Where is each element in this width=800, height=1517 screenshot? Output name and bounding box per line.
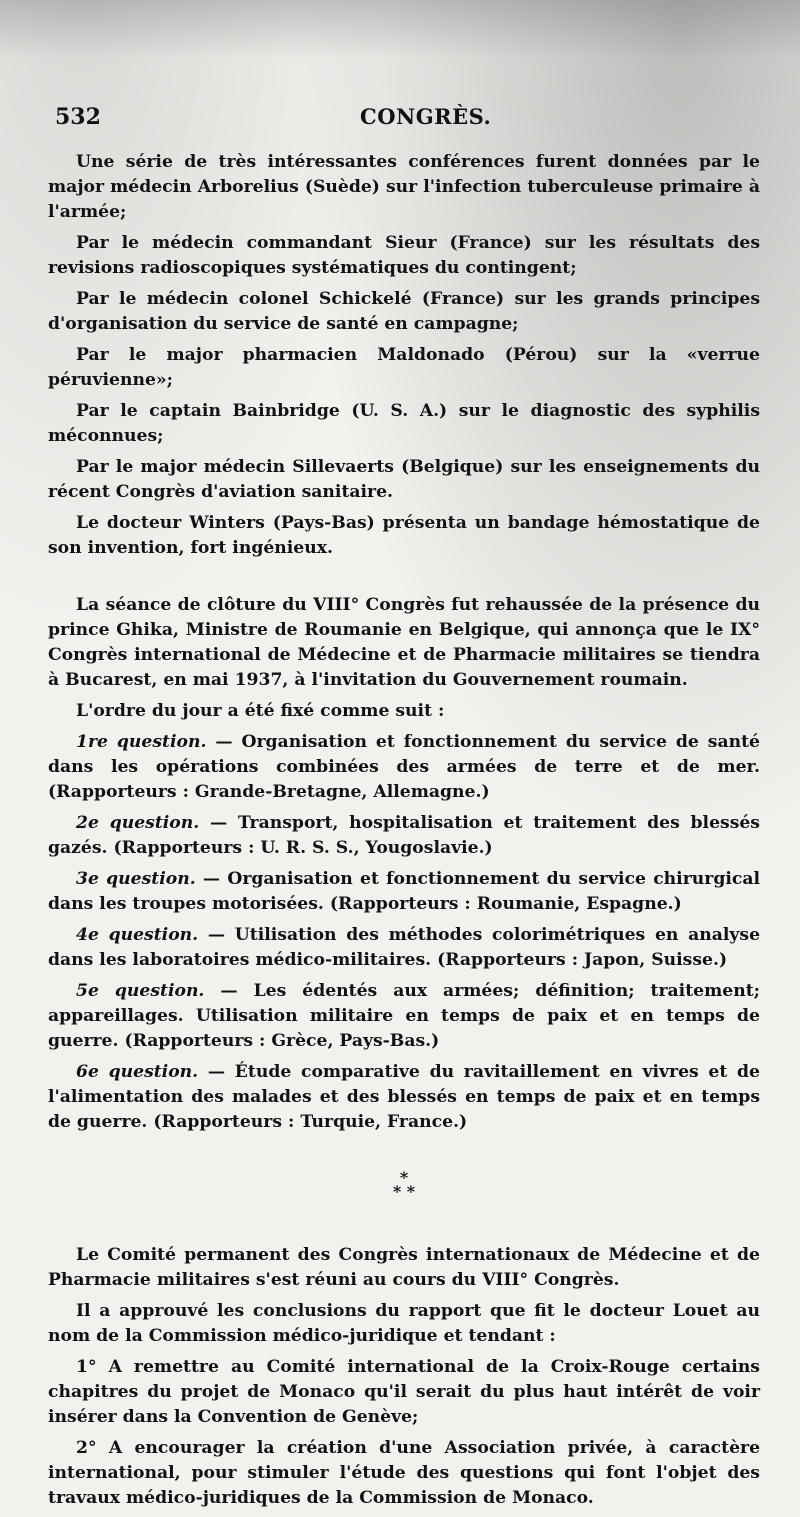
asterism-top: *: [399, 1168, 409, 1187]
agenda-question: [48, 730, 760, 805]
page-number: 532: [55, 104, 101, 130]
asterism-divider: [48, 1168, 760, 1201]
paragraph: Par le captain Bainbridge (U. S. A.) sur le diagnostic des syphilis méconnues;: [48, 401, 760, 446]
question-text: — Organisation et fonctionnement du service de santé dans les opérations combinées des armées de terre et de mer. (Rapporteurs : Grande-Bretagne, Allemagne.): [48, 732, 760, 802]
paragraph: L'ordre du jour a été fixé comme suit :: [76, 701, 445, 721]
paragraph: Par le médecin commandant Sieur (France) sur les résultats des revisions radioscopiques systématiques du contingent;: [48, 233, 760, 278]
agenda-question: [48, 867, 760, 917]
question-label: 4e question.: [76, 925, 199, 945]
question-text: — Utilisation des méthodes colorimétriques en analyse dans les laboratoires médico-militaires. (Rapporteurs : Japon, Suisse.): [48, 925, 760, 970]
question-label: 5e question.: [76, 981, 205, 1001]
page-top-shadow: [0, 0, 800, 60]
question-label: 2e question.: [76, 813, 200, 833]
paragraph: Une série de très intéressantes conférences furent données par le major médecin Arborelius (Suède) sur l'infection tuberculeuse primaire à l'armée;: [48, 152, 760, 222]
question-text: — Organisation et fonctionnement du service chirurgical dans les troupes motorisées. (Rapporteurs : Roumanie, Espagne.): [48, 869, 760, 914]
paragraph: Par le major pharmacien Maldonado (Pérou) sur la «verrue péruvienne»;: [48, 345, 760, 390]
agenda-question: [48, 923, 760, 973]
question-text: — Les édentés aux armées; définition; traitement; appareillages. Utilisation militaire en temps de paix et en temps de guerre. (Rapporteurs : Grèce, Pays-Bas.): [48, 981, 760, 1051]
paragraph: Par le major médecin Sillevaerts (Belgique) sur les enseignements du récent Congrès d'aviation sanitaire.: [48, 457, 760, 502]
paragraph: Le docteur Winters (Pays-Bas) présenta un bandage hémostatique de son invention, fort ingénieux.: [48, 513, 760, 558]
asterism-bottom: * *: [392, 1182, 416, 1201]
paragraph: Le Comité permanent des Congrès internationaux de Médecine et de Pharmacie militaires s'est réuni au cours du VIII° Congrès.: [48, 1245, 760, 1290]
page-body: [48, 150, 760, 1517]
agenda-question: [48, 1060, 760, 1135]
agenda-question: [48, 811, 760, 861]
running-title: CONGRÈS.: [360, 104, 492, 129]
question-label: 3e question.: [76, 869, 196, 889]
question-text: — Étude comparative du ravitaillement en vivres et de l'alimentation des malades et des blessés en temps de paix et en temps de guerre. (Rapporteurs : Turquie, France.): [48, 1062, 760, 1132]
agenda-question: [48, 979, 760, 1054]
paragraph: 2° A encourager la création d'une Association privée, à caractère international, pour stimuler l'étude des questions qui font l'objet des travaux médico-juridiques de la Commission de Monaco.: [48, 1438, 760, 1508]
question-label: 6e question.: [76, 1062, 199, 1082]
paragraph: Par le médecin colonel Schickelé (France) sur les grands principes d'organisation du service de santé en campagne;: [48, 289, 760, 334]
running-head: [55, 104, 760, 134]
paragraph: Il a approuvé les conclusions du rapport que fit le docteur Louet au nom de la Commission médico-juridique et tendant :: [48, 1301, 760, 1346]
section-gap: [48, 567, 760, 593]
question-label: 1re question.: [76, 732, 207, 752]
paragraph: La séance de clôture du VIII° Congrès fut rehaussée de la présence du prince Ghika, Ministre de Roumanie en Belgique, qui annonça que le IX° Congrès international de Médecine et de Pharmacie militaires se tiendra à Bucarest, en mai 1937, à l'invitation du Gouvernement roumain.: [48, 595, 760, 690]
question-text: — Transport, hospitalisation et traitement des blessés gazés. (Rapporteurs : U. R. S. S., Yougoslavie.): [48, 813, 760, 858]
paragraph: 1° A remettre au Comité international de la Croix-Rouge certains chapitres du projet de Monaco qu'il serait du plus haut intérêt de voir insérer dans la Convention de Genève;: [48, 1357, 760, 1427]
